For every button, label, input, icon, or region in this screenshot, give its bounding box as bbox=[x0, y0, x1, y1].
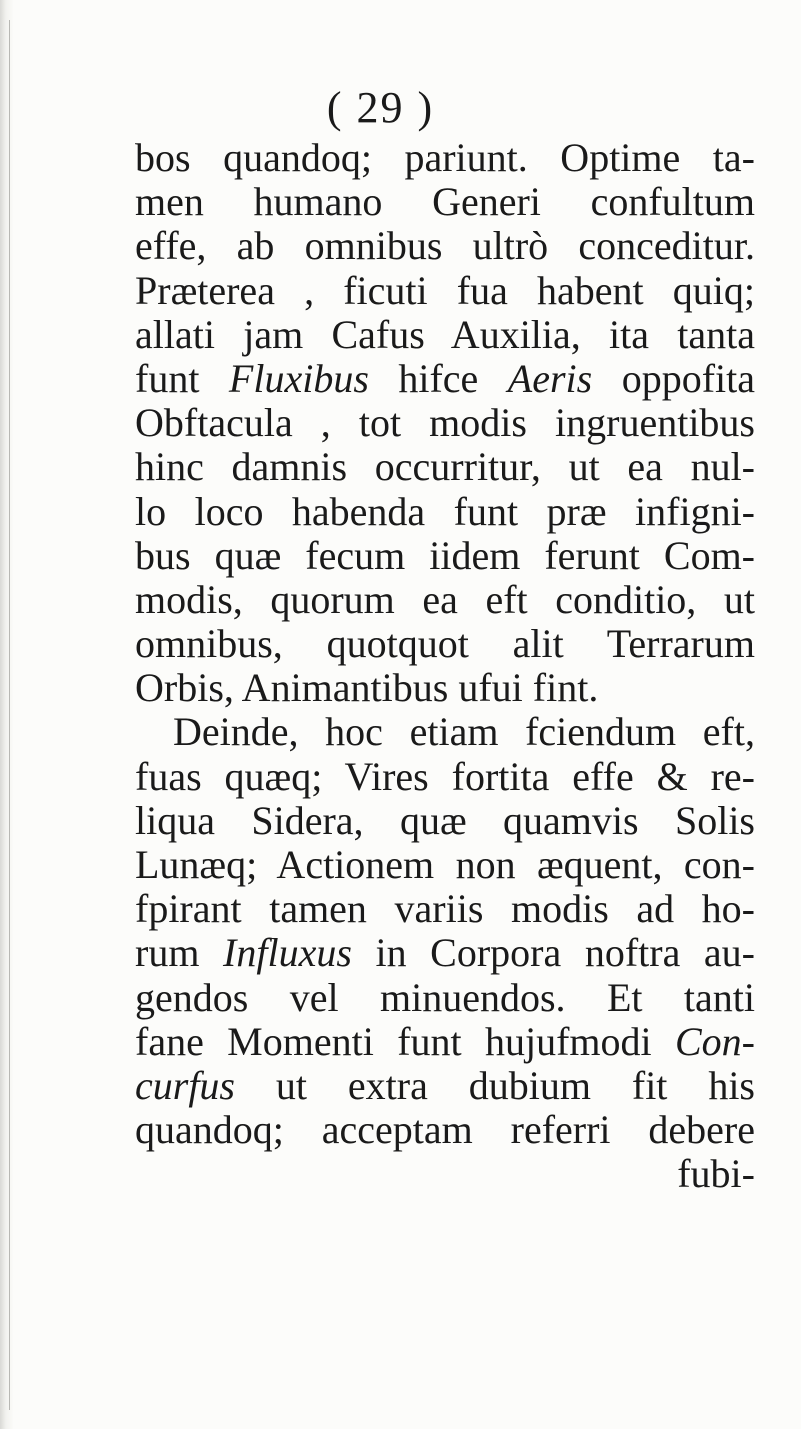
text-segment: bus quæ fecum iidem ferunt Com- bbox=[135, 532, 755, 578]
page-number: ( 29 ) bbox=[326, 83, 435, 132]
text-segment: bos quandoq; pariunt. Optime ta- bbox=[135, 135, 755, 180]
text-segment: fubi- bbox=[677, 1151, 755, 1197]
catchword bbox=[135, 1152, 755, 1196]
text-line bbox=[135, 622, 755, 666]
text-line bbox=[135, 224, 755, 268]
italic-term: Influxus bbox=[223, 930, 352, 976]
text-line bbox=[135, 976, 755, 1020]
text-line bbox=[135, 180, 755, 224]
text-segment: in Corpora noftra au- bbox=[351, 930, 755, 976]
text-segment: fane Momenti funt hujufmodi bbox=[135, 1018, 675, 1064]
text-segment: Lunæq; Actionem non æquent, con- bbox=[135, 842, 755, 887]
text-line bbox=[135, 445, 755, 489]
text-segment: gendos vel minuendos. Et tanti bbox=[135, 974, 755, 1020]
text-line bbox=[135, 799, 755, 843]
text-segment: effe, ab omnibus ultrò conceditur. bbox=[135, 223, 755, 269]
text-segment: hifce bbox=[368, 355, 508, 401]
italic-term: Aeris bbox=[507, 355, 593, 401]
italic-term: curfus bbox=[135, 1062, 235, 1108]
text-segment: omnibus, quotquot alit Terrarum bbox=[135, 621, 755, 667]
page-gutter bbox=[0, 0, 14, 1429]
text-line bbox=[135, 534, 755, 578]
text-segment: Orbis, Animantibus ufui fint. bbox=[135, 665, 599, 711]
text-line bbox=[135, 578, 755, 622]
italic-term: Con- bbox=[675, 1018, 755, 1064]
text-segment: funt bbox=[135, 355, 229, 401]
text-segment: modis, quorum ea eft conditio, ut bbox=[135, 576, 755, 622]
binding-edge bbox=[9, 20, 10, 1410]
text-segment: men humano Generi confultum bbox=[135, 179, 755, 225]
text-line bbox=[135, 490, 755, 534]
text-line bbox=[135, 755, 755, 799]
text-segment: liqua Sidera, quæ quamvis Solis bbox=[135, 797, 755, 843]
text-line bbox=[135, 357, 755, 401]
text-segment: Deinde, hoc etiam fciendum eft, bbox=[173, 709, 755, 755]
text-segment: Obftacula , tot modis ingruentibus bbox=[135, 400, 755, 446]
text-line bbox=[135, 1020, 755, 1064]
text-line bbox=[135, 269, 755, 313]
body-text bbox=[135, 136, 755, 1197]
text-line bbox=[135, 931, 755, 975]
text-segment: ut extra dubium fit his bbox=[235, 1062, 755, 1108]
text-segment: allati jam Cafus Auxilia, ita tanta bbox=[135, 311, 755, 357]
text-line bbox=[135, 843, 755, 887]
text-segment: oppofita bbox=[592, 355, 755, 401]
text-line bbox=[135, 313, 755, 357]
text-segment: fuas quæq; Vires fortita effe & re- bbox=[135, 753, 755, 799]
text-line bbox=[135, 136, 755, 180]
text-line bbox=[135, 710, 755, 754]
italic-term: Fluxibus bbox=[228, 355, 369, 401]
text-segment: quandoq; acceptam referri debere bbox=[135, 1107, 755, 1153]
text-line bbox=[135, 1064, 755, 1108]
text-segment: lo loco habenda funt præ infigni- bbox=[135, 488, 755, 534]
text-line bbox=[135, 666, 755, 710]
text-segment: hinc damnis occurritur, ut ea nul- bbox=[135, 444, 755, 490]
text-segment: Præterea , ficuti fua habent quiq; bbox=[135, 267, 755, 313]
text-line bbox=[135, 401, 755, 445]
text-segment: rum bbox=[135, 930, 224, 976]
text-line bbox=[135, 1108, 755, 1152]
text-segment: fpirant tamen variis modis ad ho- bbox=[135, 886, 755, 932]
text-line bbox=[135, 887, 755, 931]
